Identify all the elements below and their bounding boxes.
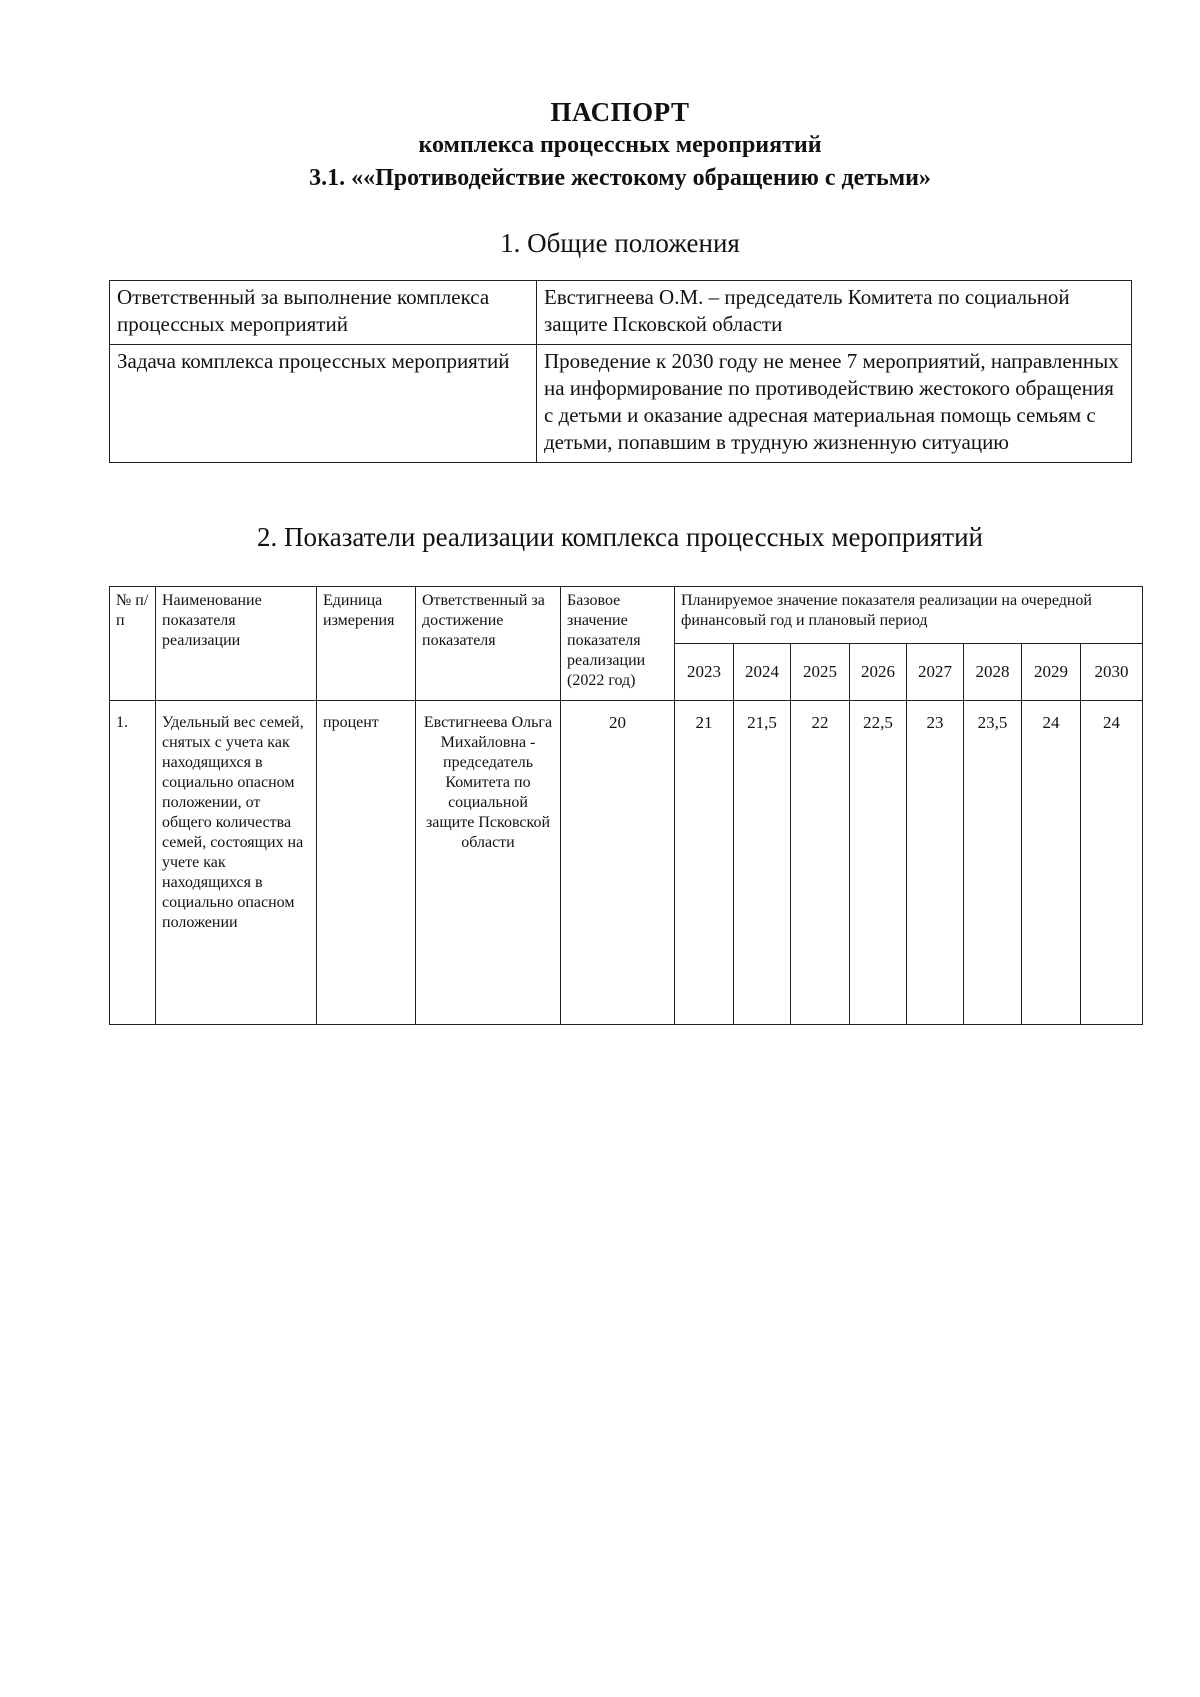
- table-row: [110, 701, 1143, 1025]
- row-value: 24: [1022, 701, 1081, 1025]
- header-responsible: Ответственный за достижение показателя: [416, 587, 561, 701]
- header-year: 2030: [1081, 644, 1143, 701]
- table-header-row: [110, 587, 1143, 644]
- header-year: 2028: [964, 644, 1022, 701]
- header-year: 2024: [734, 644, 791, 701]
- row-name: Удельный вес семей, снятых с учета как находящихся в социально опасном положении, от общего количества семей, состоящих на учете как находящихся в социально опасном положении: [156, 701, 317, 1025]
- task-label: Задача комплекса процессных мероприятий: [110, 345, 537, 463]
- row-value: 23: [907, 701, 964, 1025]
- header-year: 2025: [791, 644, 850, 701]
- indicators-table: [109, 586, 1143, 1025]
- header-base: Базовое значение показателя реализации (2022 год): [561, 587, 675, 701]
- header-name: Наименование показателя реализации: [156, 587, 317, 701]
- document-subtitle: комплекса процессных мероприятий: [418, 132, 822, 158]
- general-provisions-table: [109, 280, 1132, 463]
- header-unit: Единица измерения: [317, 587, 416, 701]
- row-base: 20: [561, 701, 675, 1025]
- header-year: 2027: [907, 644, 964, 701]
- table-row: [110, 345, 1132, 463]
- section-indicators-heading: 2. Показатели реализации комплекса процессных мероприятий: [257, 522, 983, 552]
- section-general-heading: 1. Общие положения: [500, 228, 740, 258]
- header-year: 2029: [1022, 644, 1081, 701]
- row-value: 22: [791, 701, 850, 1025]
- row-value: 24: [1081, 701, 1143, 1025]
- header-num: № п/п: [110, 587, 156, 701]
- header-year: 2023: [675, 644, 734, 701]
- responsible-value: Евстигнеева О.М. – председатель Комитета по социальной защите Псковской области: [537, 281, 1132, 345]
- header-planned: Планируемое значение показателя реализации на очередной финансовый год и плановый период: [675, 587, 1143, 644]
- row-unit: процент: [317, 701, 416, 1025]
- program-name: 3.1. ««Противодействие жестокому обращению с детьми»: [309, 165, 931, 191]
- title-block: [100, 95, 1140, 195]
- document-title: ПАСПОРТ: [550, 97, 690, 127]
- responsible-label: Ответственный за выполнение комплекса процессных мероприятий: [110, 281, 537, 345]
- row-value: 23,5: [964, 701, 1022, 1025]
- row-value: 21,5: [734, 701, 791, 1025]
- task-value: Проведение к 2030 году не менее 7 мероприятий, направленных на информирование по противодействию жестокого обращения с детьми и оказание адресная материальная помощь семьям с детьми, попавшим в трудную жизненную ситуацию: [537, 345, 1132, 463]
- row-value: 22,5: [850, 701, 907, 1025]
- row-num: 1.: [110, 701, 156, 1025]
- header-year: 2026: [850, 644, 907, 701]
- row-responsible: Евстигнеева Ольга Михайловна - председатель Комитета по социальной защите Псковской области: [416, 701, 561, 1025]
- row-value: 21: [675, 701, 734, 1025]
- table-row: [110, 281, 1132, 345]
